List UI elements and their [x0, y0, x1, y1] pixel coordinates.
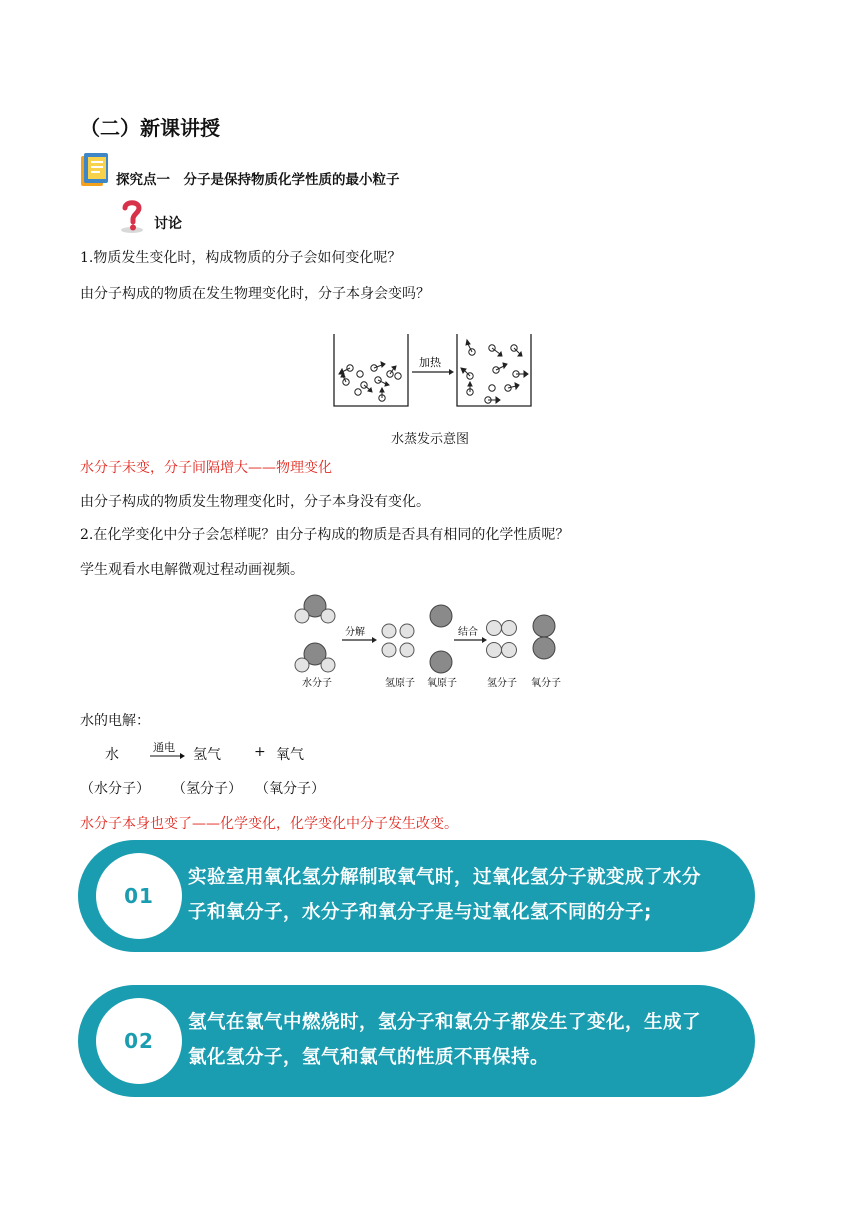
hydrogen-atoms — [382, 624, 414, 657]
question-icon — [118, 198, 146, 234]
callout-02-line2: 氯化氢分子，氢气和氯气的性质不再保持。 — [188, 1047, 550, 1068]
decompose-label: 分解 — [345, 627, 365, 638]
oxygen-molecule — [533, 615, 555, 659]
callout-01 — [78, 840, 755, 952]
hydrogen-molecules — [487, 621, 517, 658]
eq-plus: + — [254, 744, 266, 760]
water-molecule-top — [295, 595, 335, 623]
eq-product2: 氧气 — [276, 747, 304, 763]
question-2-sub: 学生观看水电解微观过程动画视频。 — [80, 562, 304, 578]
lesson-heading: （二）新课讲授 — [80, 116, 220, 140]
section-title: 探究点一 分子是保持物质化学性质的最小粒子 — [116, 172, 400, 188]
callout-01-text — [188, 860, 738, 930]
oxygen-atoms — [430, 605, 452, 673]
callout-01-line1: 实验室用氧化氢分解制取氧气时，过氧化氢分子就变成了水分 — [188, 867, 702, 888]
red-note-physical: 水分子未变，分子间隔增大——物理变化 — [80, 460, 332, 476]
molecules-right — [467, 345, 519, 403]
discussion-label: 讨论 — [154, 216, 182, 232]
conclusion-physical: 由分子构成的物质发生物理变化时，分子本身没有变化。 — [80, 494, 430, 510]
question-1: 1.物质发生变化时，构成物质的分子会如何变化呢？ — [80, 250, 402, 266]
label-hydrogen-atom: 氢原子 — [385, 678, 415, 689]
label-water-molecule: 水分子 — [302, 678, 332, 689]
eq-reactant: 水 — [105, 747, 119, 763]
callout-01-number: 01 — [96, 853, 182, 939]
eq-condition: 通电 — [153, 741, 175, 754]
label-hydrogen-molecule: 氢分子 — [487, 678, 517, 689]
eq-reactant-note: （水分子） — [80, 781, 150, 797]
callout-02-line1: 氢气在氯气中燃烧时，氢分子和氯分子都发生了变化，生成了 — [188, 1012, 702, 1033]
water-molecule-bottom — [295, 643, 335, 672]
eq-product2-note: （氧分子） — [255, 781, 325, 797]
callout-02-text — [188, 1005, 738, 1075]
electrolysis-diagram — [290, 590, 575, 694]
discussion-header — [118, 198, 182, 234]
eq-arrow — [150, 752, 186, 760]
evaporation-caption: 水蒸发示意图 — [391, 431, 470, 446]
electrolysis-title: 水的电解： — [80, 713, 150, 729]
question-1-sub: 由分子构成的物质在发生物理变化时，分子本身会变吗？ — [80, 286, 430, 302]
combine-label: 结合 — [458, 627, 478, 638]
eq-product1-note: （氢分子） — [172, 781, 242, 797]
label-oxygen-atom: 氧原子 — [427, 678, 457, 689]
heat-label: 加热 — [419, 357, 441, 369]
label-oxygen-molecule: 氧分子 — [531, 678, 561, 689]
question-2: 2.在化学变化中分子会怎样呢？由分子构成的物质是否具有相同的化学性质呢？ — [80, 527, 570, 543]
evaporation-diagram — [330, 330, 535, 412]
callout-01-line2: 子和氧分子，水分子和氧分子是与过氧化氢不同的分子; — [188, 902, 652, 923]
callout-02-number: 02 — [96, 998, 182, 1084]
eq-product1: 氢气 — [193, 747, 221, 763]
section-header — [80, 150, 400, 190]
red-note-chemical: 水分子本身也变了——化学变化，化学变化中分子发生改变。 — [80, 816, 458, 832]
book-icon — [80, 152, 110, 188]
callout-02 — [78, 985, 755, 1097]
